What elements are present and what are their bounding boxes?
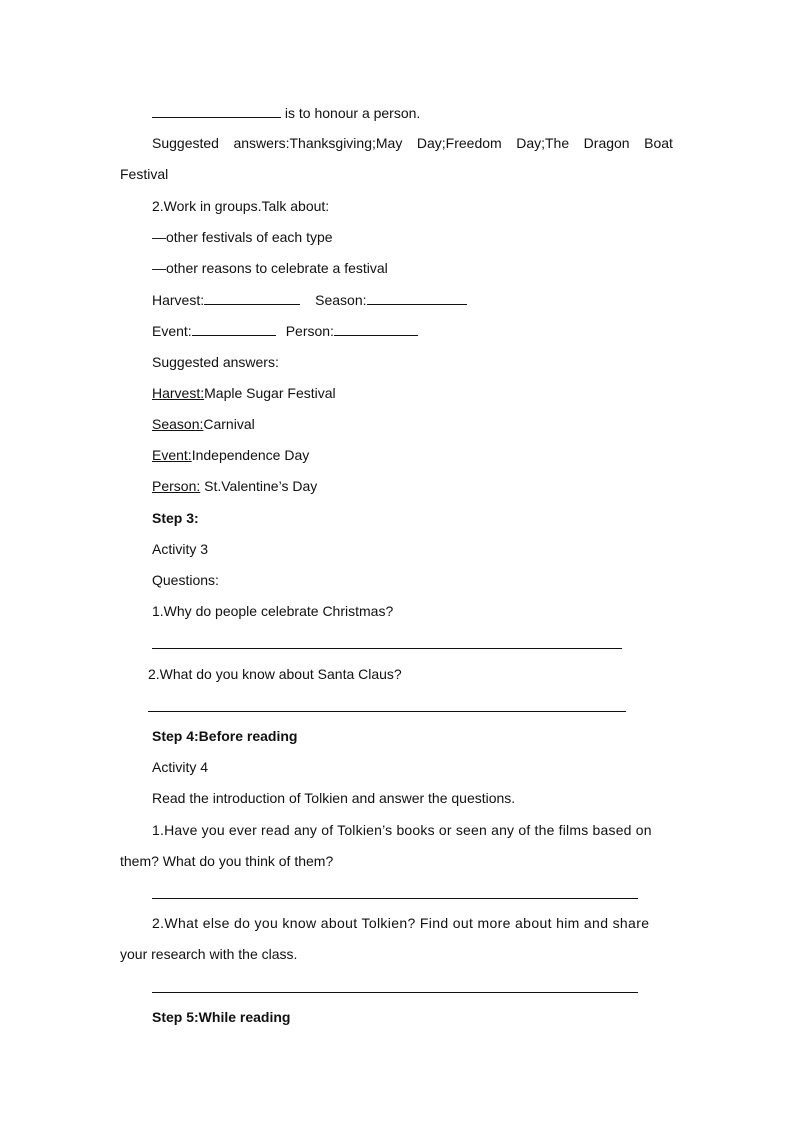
person-blank[interactable] <box>334 321 418 336</box>
answer-line[interactable] <box>152 898 638 899</box>
answer-blank[interactable] <box>152 103 281 118</box>
step4-question-2-cont: your research with the class. <box>120 946 298 962</box>
fill-row-harvest-season: Harvest: Season: <box>152 290 467 309</box>
intro-line: is to honour a person. <box>152 103 420 122</box>
step3-activity: Activity 3 <box>152 541 209 557</box>
step3-question-1: 1.Why do people celebrate Christmas? <box>152 603 394 619</box>
step4-question-2: 2.What else do you know about Tolkien? Find out more about him and share <box>152 915 650 931</box>
suggested-answers-heading: Suggested answers: <box>152 354 279 370</box>
answer-season: Season:Carnival <box>152 416 255 432</box>
suggested-answers-tail: Festival <box>120 166 169 182</box>
answer-event: Event:Independence Day <box>152 447 310 463</box>
groupwork-bullet: —other reasons to celebrate a festival <box>152 260 388 276</box>
answer-line[interactable] <box>152 992 638 993</box>
fill-row-event-person: Event: Person: <box>152 321 418 340</box>
harvest-blank[interactable] <box>204 290 300 305</box>
answer-person: Person: St.Valentine’s Day <box>152 478 318 494</box>
suggested-answers-line: Suggested answers:Thanksgiving;May Day;Freedom Day;The Dragon Boat <box>152 135 673 151</box>
groupwork-bullet: —other festivals of each type <box>152 229 333 245</box>
step4-title: Step 4:Before reading <box>152 728 298 744</box>
step4-activity: Activity 4 <box>152 759 209 775</box>
answer-line[interactable] <box>152 648 622 649</box>
step3-question-2: 2.What do you know about Santa Claus? <box>148 666 402 682</box>
step4-question-1: 1.Have you ever read any of Tolkien’s books or seen any of the films based on <box>152 822 652 838</box>
step3-title: Step 3: <box>152 510 199 526</box>
step4-instruction: Read the introduction of Tolkien and answer the questions. <box>152 790 516 806</box>
groupwork-title: 2.Work in groups.Talk about: <box>152 198 330 214</box>
step3-questions: Questions: <box>152 572 219 588</box>
step4-question-1-cont: them? What do you think of them? <box>120 853 334 869</box>
season-blank[interactable] <box>367 290 467 305</box>
answer-harvest: Harvest:Maple Sugar Festival <box>152 385 336 401</box>
answer-line[interactable] <box>148 711 626 712</box>
event-blank[interactable] <box>192 321 276 336</box>
step5-title: Step 5:While reading <box>152 1009 291 1025</box>
